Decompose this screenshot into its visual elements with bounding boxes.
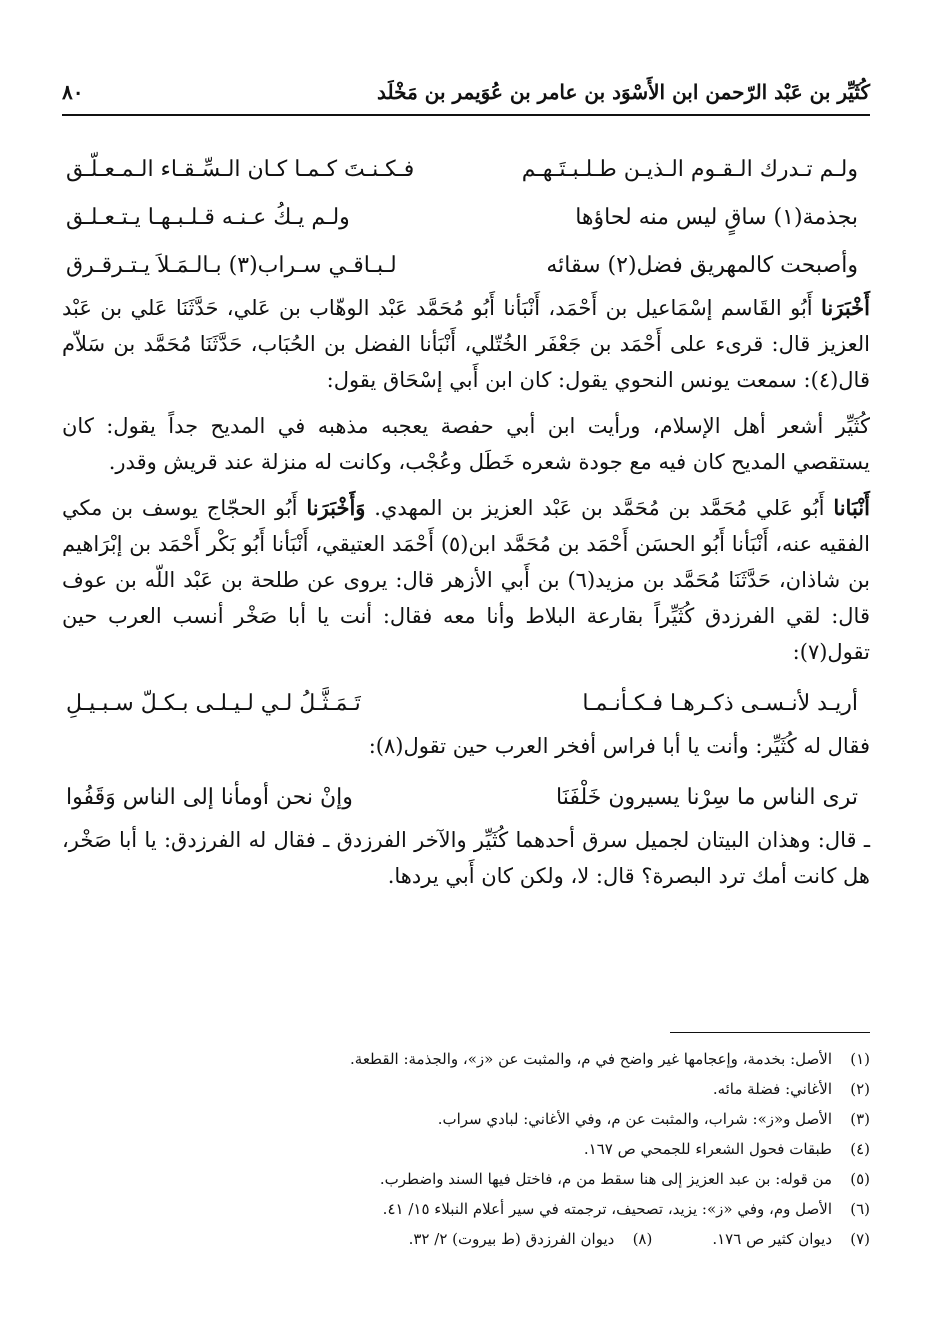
footnote-text: من قوله: بن عبد العزيز إلى هنا سقط من م، فاختل فيها السند واضطرب. — [379, 1170, 832, 1188]
verse-hemistich-1: ولـم تـدرك الـقـوم الـذيـن طـلـبـتَـهـم — [521, 157, 858, 182]
verse-hemistich-2: ولـم يـكُ عـنـه قـلـبـهـا يـتـعـلـق — [66, 205, 350, 230]
verse-hemistich-1: ترى الناس ما سِرْنا يسيرون خَلْفَنَا — [555, 785, 858, 810]
footnote-number: (٢) — [850, 1080, 870, 1098]
running-header — [62, 70, 870, 116]
paragraph-text: أَبُو الحجّاج يوسف بن مكي الفقيه عنه، أَنْبَأنا أَبُو الحسَن أَحْمَد بن مُحَمَّد ابن(٥) أَحْمَد العتيقي، أَنْبَأنا أَبُو بَكْر أَحْمَد بن إبْرَاهيم بن شاذان، حَدَّثَنَا مُحَمَّد بن مزيد(٦) بن أَبي الأزهر قال: يروى عن طلحة بن عَبْد اللّه بن عوف قال: لقي الفرزدق كُثَيِّراً بقارعة البلاط وأنا معه فقال: أنت يا أبا صَخْر أنسب العرب حين تقول(٧): — [62, 496, 870, 664]
footnote — [712, 1224, 870, 1254]
verse-line — [62, 194, 870, 242]
footnotes — [62, 1044, 870, 1254]
footnote — [62, 1044, 870, 1074]
footnote-text: ديوان الفرزدق (ط بيروت) ٢/ ٣٢. — [408, 1230, 615, 1248]
verse-line — [62, 680, 870, 728]
footnote-row — [62, 1224, 870, 1254]
footnote — [62, 1134, 870, 1164]
header-title: كُثَيِّر بن عَبْد الرّحمن ابن الأَسْوَد بن عامر بن عُوَيمر بن مَخْلَد — [377, 80, 870, 104]
isnad-paragraph — [62, 290, 870, 398]
footnote-number: (١) — [850, 1050, 870, 1068]
keyword-akhbarana: أَخْبَرَنا — [821, 295, 870, 320]
isnad-paragraph — [62, 490, 870, 670]
main-text — [62, 146, 870, 904]
footnote-number: (٤) — [850, 1140, 870, 1158]
footnote — [62, 1074, 870, 1104]
verse-hemistich-2: لـبـاقـي سـراب(٣) بـالـمَـلاَ يـتـرقـرق — [66, 253, 397, 278]
footnote-number: (٣) — [850, 1110, 870, 1128]
verse-hemistich-1: وأصبحت كالمهريق فضل(٢) سقائه — [546, 253, 858, 278]
verse-hemistich-2: فـكـنـتَ كـمـا كـان الـسِّـقـاء الـمـعـلّـق — [66, 157, 415, 182]
paragraph-text: أَبُو القَاسم إسْمَاعيل بن أَحْمَد، أَنْبَأنا أَبُو مُحَمَّد عَبْد الوهّاب بن عَلي، حَدَّثَنَا عَلي بن عَبْد العزيز قال: قرىء على أَحْمَد بن جَعْفَر الخُتّلي، أَنْبَأنا الفضل بن الحُبَاب، حَدَّثَنَا مُحَمَّد بن سَلاّم قال(٤): سمعت يونس النحوي يقول: كان ابن أَبي إسْحَاق يقول: — [62, 296, 870, 392]
footnote-text: الأصل: بخدمة، وإعجامها غير واضح في م، والمثبت عن «ز»، والجذمة: القطعة. — [350, 1050, 832, 1068]
verse-hemistich-1: بجذمة(١) ساقٍ ليس منه لحاؤها — [575, 205, 858, 230]
narration-line: فقال له كُثَيِّر: وأنت يا أبا فراس أفخر العرب حين تقول(٨): — [368, 734, 870, 758]
footnote — [62, 1194, 870, 1224]
verse-line — [62, 146, 870, 194]
footnote — [62, 1164, 870, 1194]
footnote-number: (٨) — [632, 1230, 653, 1248]
footnote-text: الأغاني: فضلة مائه. — [712, 1080, 832, 1098]
footnote-text: طبقات فحول الشعراء للجمحي ص ١٦٧. — [583, 1140, 832, 1158]
footnote-number: (٥) — [850, 1170, 870, 1188]
footnote — [62, 1104, 870, 1134]
verse-hemistich-2: تَـمَـثَّـلُ لـي لـيـلـى بـكـلّ سـبـيـلِ — [66, 691, 361, 716]
footnote-number: (٦) — [850, 1200, 870, 1218]
keyword-wa-akhbarana: وَأَخْبَرَنا — [306, 495, 366, 520]
paragraph-text: أَبُو عَلي مُحَمَّد بن مُحَمَّد بن عَبْد العزيز بن المهدي. — [365, 496, 834, 520]
verse-line — [62, 242, 870, 290]
footnote-number: (٧) — [850, 1230, 870, 1248]
footnote-text: الأصل وم، وفي «ز»: يزيد، تصحيف، ترجمته في سير أعلام النبلاء ١٥/ ٤١. — [382, 1200, 832, 1218]
footnote-text: ديوان كثير ص ١٧٦. — [712, 1230, 832, 1248]
keyword-anbana: أَنْبَانا — [833, 495, 870, 520]
narration-paragraph: ـ قال: وهذان البيتان لجميل سرق أحدهما كُثَيِّر والآخر الفرزدق ـ فقال له الفرزدق: يا أبا صَخْر، هل كانت أمك ترد البصرة؟ قال: لا، ولكن كان أَبي يردها. — [62, 828, 870, 888]
verse-line — [62, 774, 870, 822]
quote-paragraph: كُثَيِّر أشعر أهل الإسلام، ورأيت ابن أبي حفصة يعجبه مذهبه في المديح جداً يقول: كان يستقصي المديح كان فيه مع جودة شعره خَطَل وعُجْب، وكانت له منزلة عند قريش وقدر. — [62, 414, 870, 474]
footnote — [409, 1224, 653, 1254]
verse-hemistich-2: وإنْ نحن أومأنا إلى الناس وَقَفُوا — [66, 785, 353, 810]
verse-hemistich-1: أريـد لأنـسـى ذكـرهـا فـكـأنـمـا — [582, 691, 858, 716]
page-number: ٨٠ — [62, 80, 84, 104]
footnote-text: الأصل و«ز»: شراب، والمثبت عن م، وفي الأغاني: لبادي سراب. — [437, 1110, 832, 1128]
footnote-separator — [670, 1032, 870, 1033]
